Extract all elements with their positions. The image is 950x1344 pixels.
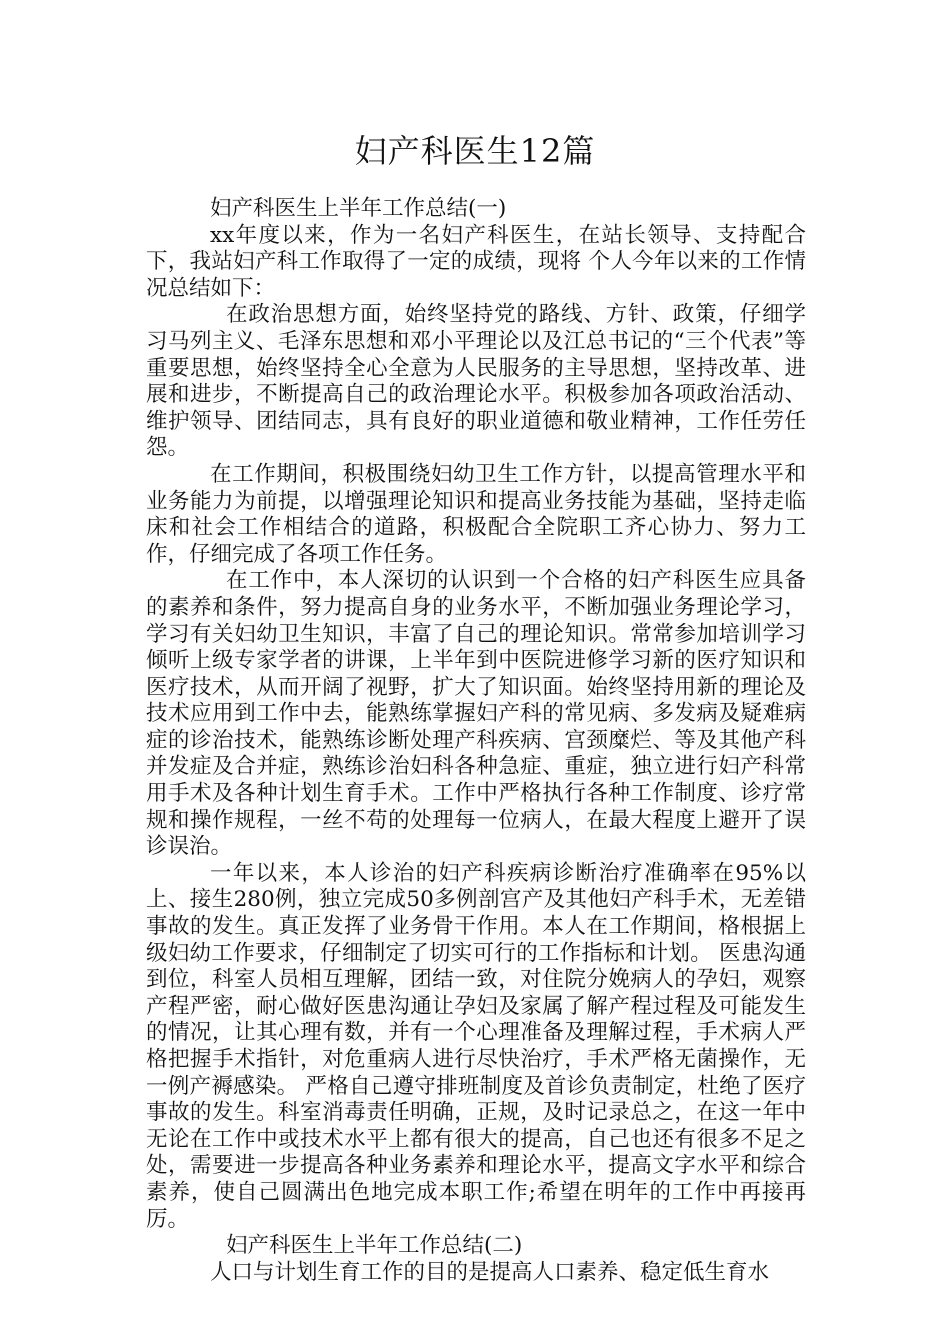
section-heading-2: 妇产科医生上半年工作总结(二) xyxy=(226,1233,523,1259)
section-heading-1: 妇产科医生上半年工作总结(一) xyxy=(210,196,507,221)
paragraph: 人口与计划生育工作的目的是提高人口素养、稳定低生育水 xyxy=(210,1259,770,1285)
document-body xyxy=(146,196,806,1286)
paragraph: 一年以来，本人诊治的妇产科疾病诊断治疗准确率在95%以上、接生280例，独立完成50多例剖宫产及其他妇产科手术，无差错事故的发生。真正发挥了业务骨干作用。本人在工作期间，格根据上级妇幼工作要求，仔细制定了切实可行的工作指标和计划。 医患沟通到位，科室人员相互理解，团结一致，对住院分娩病人的孕妇，观察产程严密，耐心做好医患沟通让孕妇及家属了解产程过程及可能发生的情况，让其心理有数，并有一个心理准备及理解过程，手术病人严格把握手术指针，对危重病人进行尽快治疗，手术严格无菌操作，无一例产褥感染。 严格自己遵守排班制度及首诊负责制定，杜绝了医疗事故的发生。科室消毒责任明确，正规，及时记录总之，在这一年中无论在工作中或技术水平上都有很大的提高，自己也还有很多不足之处，需要进一步提高各种业务素养和理论水平，提高文字水平和综合素养，使自己圆满出色地完成本职工作;希望在明年的工作中再接再厉。 xyxy=(146,860,806,1232)
paragraph: xx年度以来，作为一名妇产科医生，在站长领导、支持配合下，我站妇产科工作取得了一定的成绩，现将 个人今年以来的工作情况总结如下： xyxy=(146,222,806,301)
paragraph: 在工作中，本人深切的认识到一个合格的妇产科医生应具备的素养和条件，努力提高自身的业务水平，不断加强业务理论学习，学习有关妇幼卫生知识，丰富了自己的理论知识。常常参加培训学习倾听上级专家学者的讲课，上半年到中医院进修学习新的医疗知识和医疗技术，从而开阔了视野，扩大了知识面。始终坚持用新的理论及技术应用到工作中去，能熟练掌握妇产科的常见病、多发病及疑难病症的诊治技术，能熟练诊断处理产科疾病、宫颈糜烂、等及其他产科并发症及合并症，熟练诊治妇科各种急症、重症，独立进行妇产科常用手术及各种计划生育手术。工作中严格执行各种工作制度、诊疗常规和操作规程，一丝不苟的处理每一位病人，在最大程度上避开了误诊误治。 xyxy=(146,568,806,860)
paragraph: 在工作期间，积极围绕妇幼卫生工作方针，以提高管理水平和业务能力为前提，以增强理论知识和提高业务技能为基础，坚持走临床和社会工作相结合的道路，积极配合全院职工齐心协力、努力工作，仔细完成了各项工作任务。 xyxy=(146,461,806,567)
paragraph: 在政治思想方面，始终坚持党的路线、方针、政策，仔细学习马列主义、毛泽东思想和邓小平理论以及江总书记的“三个代表”等重要思想，始终坚持全心全意为人民服务的主导思想，坚持改革、进展和进步，不断提高自己的政治理论水平。积极参加各项政治活动、维护领导、团结同志，具有良好的职业道德和敬业精神，工作任劳任怨。 xyxy=(146,302,806,461)
document-title: 妇产科医生12篇 xyxy=(354,132,596,170)
